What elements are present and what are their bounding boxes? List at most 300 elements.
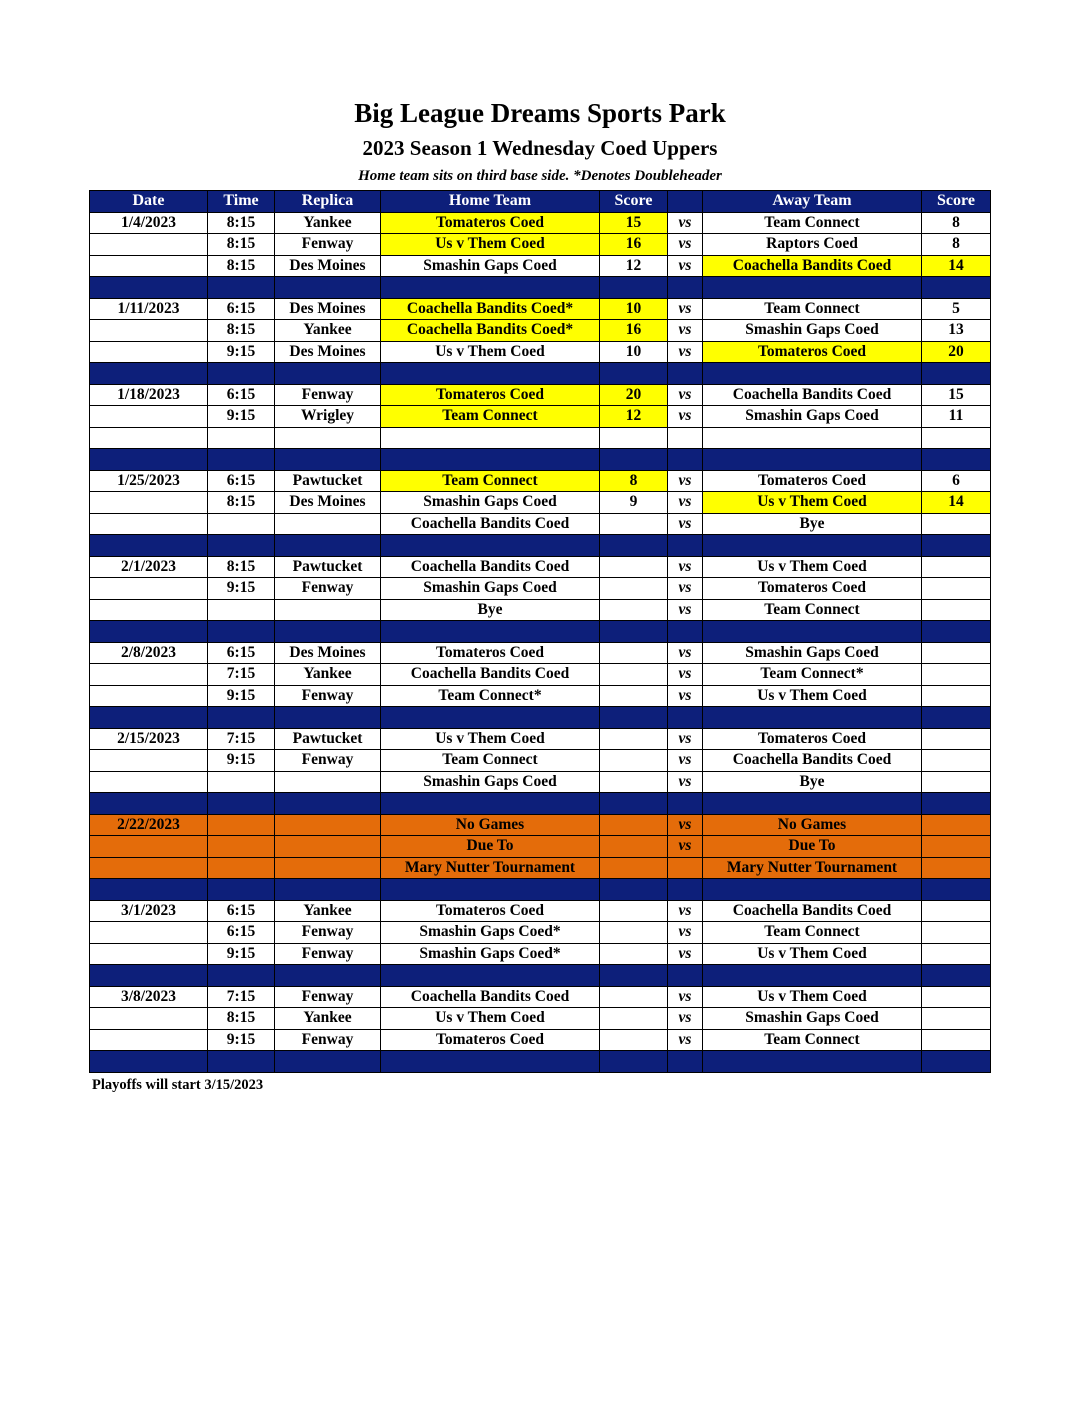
home-team-cell: Us v Them Coed xyxy=(381,341,600,363)
page-subtitle: 2023 Season 1 Wednesday Coed Uppers xyxy=(362,136,718,160)
table-header-row xyxy=(90,191,991,213)
schedule-body xyxy=(90,212,991,1072)
time-cell: 8:15 xyxy=(208,255,275,277)
separator-row xyxy=(90,277,991,299)
time-cell: 8:15 xyxy=(208,234,275,256)
replica-cell: Fenway xyxy=(275,1029,381,1051)
away-team-cell: Smashin Gaps Coed xyxy=(703,320,922,342)
home-score-cell: 16 xyxy=(600,320,668,342)
game-row xyxy=(90,212,991,234)
date-cell: 2/1/2023 xyxy=(90,556,208,578)
game-row xyxy=(90,298,991,320)
away-score-cell: 6 xyxy=(922,470,991,492)
header-away-score: Score xyxy=(922,191,991,213)
no-games-row xyxy=(90,857,991,879)
vs-cell: vs xyxy=(668,578,703,600)
home-team-cell: Coachella Bandits Coed xyxy=(381,986,600,1008)
home-score-cell xyxy=(600,1029,668,1051)
away-team-cell: Smashin Gaps Coed xyxy=(703,642,922,664)
separator-cell xyxy=(922,793,991,815)
home-score-cell xyxy=(600,513,668,535)
separator-cell xyxy=(208,449,275,471)
replica-cell: Des Moines xyxy=(275,492,381,514)
separator-cell xyxy=(275,449,381,471)
away-score-cell xyxy=(922,922,991,944)
separator-cell xyxy=(922,449,991,471)
replica-cell xyxy=(275,814,381,836)
date-cell xyxy=(90,234,208,256)
header-time: Time xyxy=(208,191,275,213)
date-cell xyxy=(90,599,208,621)
separator-row xyxy=(90,621,991,643)
home-score-cell: 12 xyxy=(600,406,668,428)
home-score-cell xyxy=(600,728,668,750)
home-team-cell: Smashin Gaps Coed* xyxy=(381,943,600,965)
time-cell xyxy=(208,836,275,858)
away-team-cell: Us v Them Coed xyxy=(703,492,922,514)
separator-cell xyxy=(90,1051,208,1073)
separator-cell xyxy=(600,277,668,299)
date-cell xyxy=(90,1008,208,1030)
time-cell xyxy=(208,857,275,879)
replica-cell xyxy=(275,836,381,858)
separator-cell xyxy=(275,879,381,901)
time-cell: 9:15 xyxy=(208,406,275,428)
date-cell: 1/18/2023 xyxy=(90,384,208,406)
home-score-cell xyxy=(600,1008,668,1030)
separator-row xyxy=(90,965,991,987)
game-row xyxy=(90,1008,991,1030)
home-team-cell: Team Connect xyxy=(381,750,600,772)
away-team-cell: Us v Them Coed xyxy=(703,685,922,707)
separator-cell xyxy=(208,965,275,987)
date-cell xyxy=(90,320,208,342)
separator-cell xyxy=(275,965,381,987)
schedule-table xyxy=(89,190,991,1073)
separator-cell xyxy=(275,621,381,643)
separator-cell xyxy=(668,793,703,815)
away-score-cell xyxy=(922,599,991,621)
time-cell: 9:15 xyxy=(208,685,275,707)
away-score-cell xyxy=(922,750,991,772)
away-score-cell xyxy=(922,642,991,664)
vs-cell: vs xyxy=(668,341,703,363)
home-score-cell xyxy=(600,599,668,621)
separator-cell xyxy=(922,707,991,729)
page-title: Big League Dreams Sports Park xyxy=(354,98,726,128)
away-score-cell: 8 xyxy=(922,212,991,234)
home-team-cell: Tomateros Coed xyxy=(381,212,600,234)
away-team-cell: Bye xyxy=(703,771,922,793)
vs-cell: vs xyxy=(668,814,703,836)
vs-cell xyxy=(668,427,703,449)
away-score-cell: 8 xyxy=(922,234,991,256)
game-row xyxy=(90,900,991,922)
game-row xyxy=(90,750,991,772)
replica-cell: Fenway xyxy=(275,685,381,707)
header-away-team: Away Team xyxy=(703,191,922,213)
home-team-cell: Due To xyxy=(381,836,600,858)
separator-cell xyxy=(600,965,668,987)
replica-cell xyxy=(275,427,381,449)
home-score-cell: 10 xyxy=(600,341,668,363)
away-score-cell: 14 xyxy=(922,492,991,514)
game-row xyxy=(90,943,991,965)
vs-cell: vs xyxy=(668,212,703,234)
away-score-cell: 11 xyxy=(922,406,991,428)
game-row xyxy=(90,599,991,621)
game-row xyxy=(90,513,991,535)
separator-cell xyxy=(90,277,208,299)
home-team-cell: Tomateros Coed xyxy=(381,642,600,664)
replica-cell: Fenway xyxy=(275,234,381,256)
replica-cell: Fenway xyxy=(275,986,381,1008)
date-cell xyxy=(90,513,208,535)
away-team-cell: Team Connect xyxy=(703,212,922,234)
vs-cell: vs xyxy=(668,943,703,965)
date-cell xyxy=(90,836,208,858)
separator-row xyxy=(90,449,991,471)
separator-cell xyxy=(90,793,208,815)
separator-row xyxy=(90,879,991,901)
game-row xyxy=(90,922,991,944)
home-score-cell xyxy=(600,664,668,686)
replica-cell xyxy=(275,599,381,621)
separator-cell xyxy=(208,879,275,901)
header-vs xyxy=(668,191,703,213)
separator-cell xyxy=(208,363,275,385)
away-score-cell xyxy=(922,771,991,793)
separator-cell xyxy=(703,621,922,643)
separator-cell xyxy=(703,793,922,815)
home-team-cell: Us v Them Coed xyxy=(381,1008,600,1030)
game-row xyxy=(90,341,991,363)
away-team-cell: Tomateros Coed xyxy=(703,470,922,492)
away-team-cell: Coachella Bandits Coed xyxy=(703,255,922,277)
away-score-cell xyxy=(922,900,991,922)
away-score-cell: 15 xyxy=(922,384,991,406)
date-cell xyxy=(90,857,208,879)
home-score-cell xyxy=(600,943,668,965)
replica-cell: Des Moines xyxy=(275,298,381,320)
home-team-cell: Tomateros Coed xyxy=(381,1029,600,1051)
home-score-cell xyxy=(600,814,668,836)
separator-cell xyxy=(275,1051,381,1073)
away-score-cell xyxy=(922,986,991,1008)
separator-cell xyxy=(668,1051,703,1073)
away-team-cell: Bye xyxy=(703,513,922,535)
separator-cell xyxy=(668,535,703,557)
vs-cell: vs xyxy=(668,470,703,492)
no-games-row xyxy=(90,836,991,858)
separator-cell xyxy=(275,707,381,729)
date-cell: 2/22/2023 xyxy=(90,814,208,836)
away-team-cell: Tomateros Coed xyxy=(703,728,922,750)
game-row xyxy=(90,406,991,428)
home-team-cell: Smashin Gaps Coed xyxy=(381,578,600,600)
date-cell xyxy=(90,664,208,686)
time-cell: 8:15 xyxy=(208,212,275,234)
home-team-cell: Smashin Gaps Coed xyxy=(381,771,600,793)
home-team-cell: Tomateros Coed xyxy=(381,900,600,922)
date-cell xyxy=(90,771,208,793)
home-team-cell xyxy=(381,427,600,449)
vs-cell: vs xyxy=(668,406,703,428)
home-team-cell: Team Connect* xyxy=(381,685,600,707)
separator-cell xyxy=(381,277,600,299)
separator-row xyxy=(90,707,991,729)
separator-cell xyxy=(381,793,600,815)
playoffs-note: Playoffs will start 3/15/2023 xyxy=(92,1077,264,1093)
replica-cell: Yankee xyxy=(275,664,381,686)
home-team-cell: Smashin Gaps Coed* xyxy=(381,922,600,944)
separator-cell xyxy=(922,965,991,987)
away-score-cell xyxy=(922,836,991,858)
game-row xyxy=(90,685,991,707)
separator-cell xyxy=(600,535,668,557)
separator-cell xyxy=(381,1051,600,1073)
time-cell: 7:15 xyxy=(208,728,275,750)
vs-cell: vs xyxy=(668,664,703,686)
date-cell xyxy=(90,750,208,772)
vs-cell: vs xyxy=(668,255,703,277)
replica-cell: Yankee xyxy=(275,1008,381,1030)
away-score-cell: 5 xyxy=(922,298,991,320)
date-cell: 1/4/2023 xyxy=(90,212,208,234)
separator-cell xyxy=(381,879,600,901)
replica-cell: Pawtucket xyxy=(275,728,381,750)
replica-cell: Des Moines xyxy=(275,255,381,277)
home-score-cell xyxy=(600,771,668,793)
vs-cell: vs xyxy=(668,556,703,578)
schedule-note: Home team sits on third base side. *Denotes Doubleheader xyxy=(358,168,722,184)
away-team-cell: Tomateros Coed xyxy=(703,578,922,600)
separator-cell xyxy=(208,793,275,815)
home-team-cell: No Games xyxy=(381,814,600,836)
vs-cell: vs xyxy=(668,513,703,535)
separator-cell xyxy=(90,449,208,471)
game-row xyxy=(90,986,991,1008)
replica-cell: Fenway xyxy=(275,943,381,965)
date-cell: 1/11/2023 xyxy=(90,298,208,320)
date-cell xyxy=(90,427,208,449)
vs-cell: vs xyxy=(668,728,703,750)
date-cell xyxy=(90,922,208,944)
home-team-cell: Mary Nutter Tournament xyxy=(381,857,600,879)
away-team-cell: Us v Them Coed xyxy=(703,556,922,578)
replica-cell: Yankee xyxy=(275,320,381,342)
game-row xyxy=(90,320,991,342)
away-team-cell: Coachella Bandits Coed xyxy=(703,384,922,406)
separator-cell xyxy=(922,621,991,643)
separator-cell xyxy=(703,1051,922,1073)
time-cell xyxy=(208,814,275,836)
replica-cell: Wrigley xyxy=(275,406,381,428)
time-cell: 9:15 xyxy=(208,341,275,363)
time-cell: 8:15 xyxy=(208,492,275,514)
away-score-cell: 14 xyxy=(922,255,991,277)
time-cell: 6:15 xyxy=(208,642,275,664)
away-score-cell xyxy=(922,578,991,600)
separator-cell xyxy=(668,621,703,643)
separator-row xyxy=(90,535,991,557)
away-score-cell: 13 xyxy=(922,320,991,342)
separator-row xyxy=(90,793,991,815)
away-team-cell: Team Connect xyxy=(703,922,922,944)
home-team-cell: Bye xyxy=(381,599,600,621)
separator-cell xyxy=(381,621,600,643)
vs-cell: vs xyxy=(668,234,703,256)
vs-cell: vs xyxy=(668,599,703,621)
separator-cell xyxy=(90,621,208,643)
home-score-cell xyxy=(600,427,668,449)
separator-row xyxy=(90,363,991,385)
home-team-cell: Smashin Gaps Coed xyxy=(381,492,600,514)
replica-cell: Des Moines xyxy=(275,642,381,664)
time-cell: 7:15 xyxy=(208,986,275,1008)
header-home-team: Home Team xyxy=(381,191,600,213)
separator-cell xyxy=(381,449,600,471)
separator-cell xyxy=(922,277,991,299)
date-cell xyxy=(90,685,208,707)
replica-cell: Fenway xyxy=(275,922,381,944)
game-row xyxy=(90,1029,991,1051)
time-cell: 8:15 xyxy=(208,320,275,342)
time-cell xyxy=(208,513,275,535)
away-score-cell xyxy=(922,943,991,965)
date-cell: 1/25/2023 xyxy=(90,470,208,492)
separator-cell xyxy=(703,535,922,557)
home-team-cell: Coachella Bandits Coed xyxy=(381,664,600,686)
time-cell: 6:15 xyxy=(208,900,275,922)
replica-cell xyxy=(275,857,381,879)
separator-cell xyxy=(208,621,275,643)
away-score-cell xyxy=(922,728,991,750)
separator-cell xyxy=(668,449,703,471)
date-cell: 3/1/2023 xyxy=(90,900,208,922)
time-cell: 6:15 xyxy=(208,470,275,492)
separator-cell xyxy=(90,535,208,557)
date-cell xyxy=(90,341,208,363)
separator-cell xyxy=(922,879,991,901)
home-team-cell: Us v Them Coed xyxy=(381,234,600,256)
home-score-cell xyxy=(600,578,668,600)
time-cell: 9:15 xyxy=(208,750,275,772)
date-cell xyxy=(90,943,208,965)
date-cell xyxy=(90,1029,208,1051)
home-team-cell: Us v Them Coed xyxy=(381,728,600,750)
separator-cell xyxy=(600,363,668,385)
vs-cell: vs xyxy=(668,492,703,514)
vs-cell: vs xyxy=(668,922,703,944)
home-team-cell: Coachella Bandits Coed* xyxy=(381,320,600,342)
date-cell: 3/8/2023 xyxy=(90,986,208,1008)
home-score-cell: 8 xyxy=(600,470,668,492)
time-cell: 7:15 xyxy=(208,664,275,686)
away-score-cell xyxy=(922,1029,991,1051)
home-team-cell: Smashin Gaps Coed xyxy=(381,255,600,277)
away-score-cell: 20 xyxy=(922,341,991,363)
separator-cell xyxy=(90,879,208,901)
game-row xyxy=(90,427,991,449)
away-score-cell xyxy=(922,857,991,879)
home-score-cell xyxy=(600,642,668,664)
separator-cell xyxy=(703,363,922,385)
separator-cell xyxy=(275,535,381,557)
date-cell: 2/15/2023 xyxy=(90,728,208,750)
separator-cell xyxy=(600,879,668,901)
separator-cell xyxy=(668,363,703,385)
away-team-cell: Us v Them Coed xyxy=(703,986,922,1008)
home-score-cell: 15 xyxy=(600,212,668,234)
separator-cell xyxy=(600,707,668,729)
game-row xyxy=(90,470,991,492)
header-date: Date xyxy=(90,191,208,213)
separator-cell xyxy=(208,1051,275,1073)
home-score-cell xyxy=(600,986,668,1008)
home-team-cell: Coachella Bandits Coed xyxy=(381,513,600,535)
separator-cell xyxy=(90,363,208,385)
header-replica: Replica xyxy=(275,191,381,213)
away-team-cell: Us v Them Coed xyxy=(703,943,922,965)
away-team-cell: Mary Nutter Tournament xyxy=(703,857,922,879)
vs-cell: vs xyxy=(668,320,703,342)
vs-cell: vs xyxy=(668,685,703,707)
separator-cell xyxy=(208,277,275,299)
away-team-cell: Coachella Bandits Coed xyxy=(703,900,922,922)
date-cell xyxy=(90,406,208,428)
time-cell: 9:15 xyxy=(208,1029,275,1051)
away-team-cell: No Games xyxy=(703,814,922,836)
home-score-cell: 16 xyxy=(600,234,668,256)
replica-cell xyxy=(275,771,381,793)
separator-cell xyxy=(208,535,275,557)
home-score-cell: 20 xyxy=(600,384,668,406)
replica-cell xyxy=(275,513,381,535)
separator-cell xyxy=(208,707,275,729)
game-row xyxy=(90,234,991,256)
no-games-row xyxy=(90,814,991,836)
header-home-score: Score xyxy=(600,191,668,213)
home-score-cell xyxy=(600,750,668,772)
separator-cell xyxy=(668,965,703,987)
separator-cell xyxy=(922,535,991,557)
home-score-cell: 9 xyxy=(600,492,668,514)
away-team-cell xyxy=(703,427,922,449)
separator-cell xyxy=(668,879,703,901)
replica-cell: Fenway xyxy=(275,384,381,406)
home-team-cell: Team Connect xyxy=(381,470,600,492)
separator-cell xyxy=(600,621,668,643)
separator-cell xyxy=(381,363,600,385)
away-score-cell xyxy=(922,1008,991,1030)
separator-row xyxy=(90,1051,991,1073)
home-score-cell: 12 xyxy=(600,255,668,277)
separator-cell xyxy=(703,965,922,987)
vs-cell xyxy=(668,857,703,879)
away-score-cell xyxy=(922,814,991,836)
replica-cell: Yankee xyxy=(275,900,381,922)
separator-cell xyxy=(668,707,703,729)
home-score-cell xyxy=(600,857,668,879)
game-row xyxy=(90,492,991,514)
separator-cell xyxy=(90,707,208,729)
separator-cell xyxy=(922,363,991,385)
time-cell: 8:15 xyxy=(208,556,275,578)
vs-cell: vs xyxy=(668,298,703,320)
time-cell: 9:15 xyxy=(208,578,275,600)
vs-cell: vs xyxy=(668,384,703,406)
